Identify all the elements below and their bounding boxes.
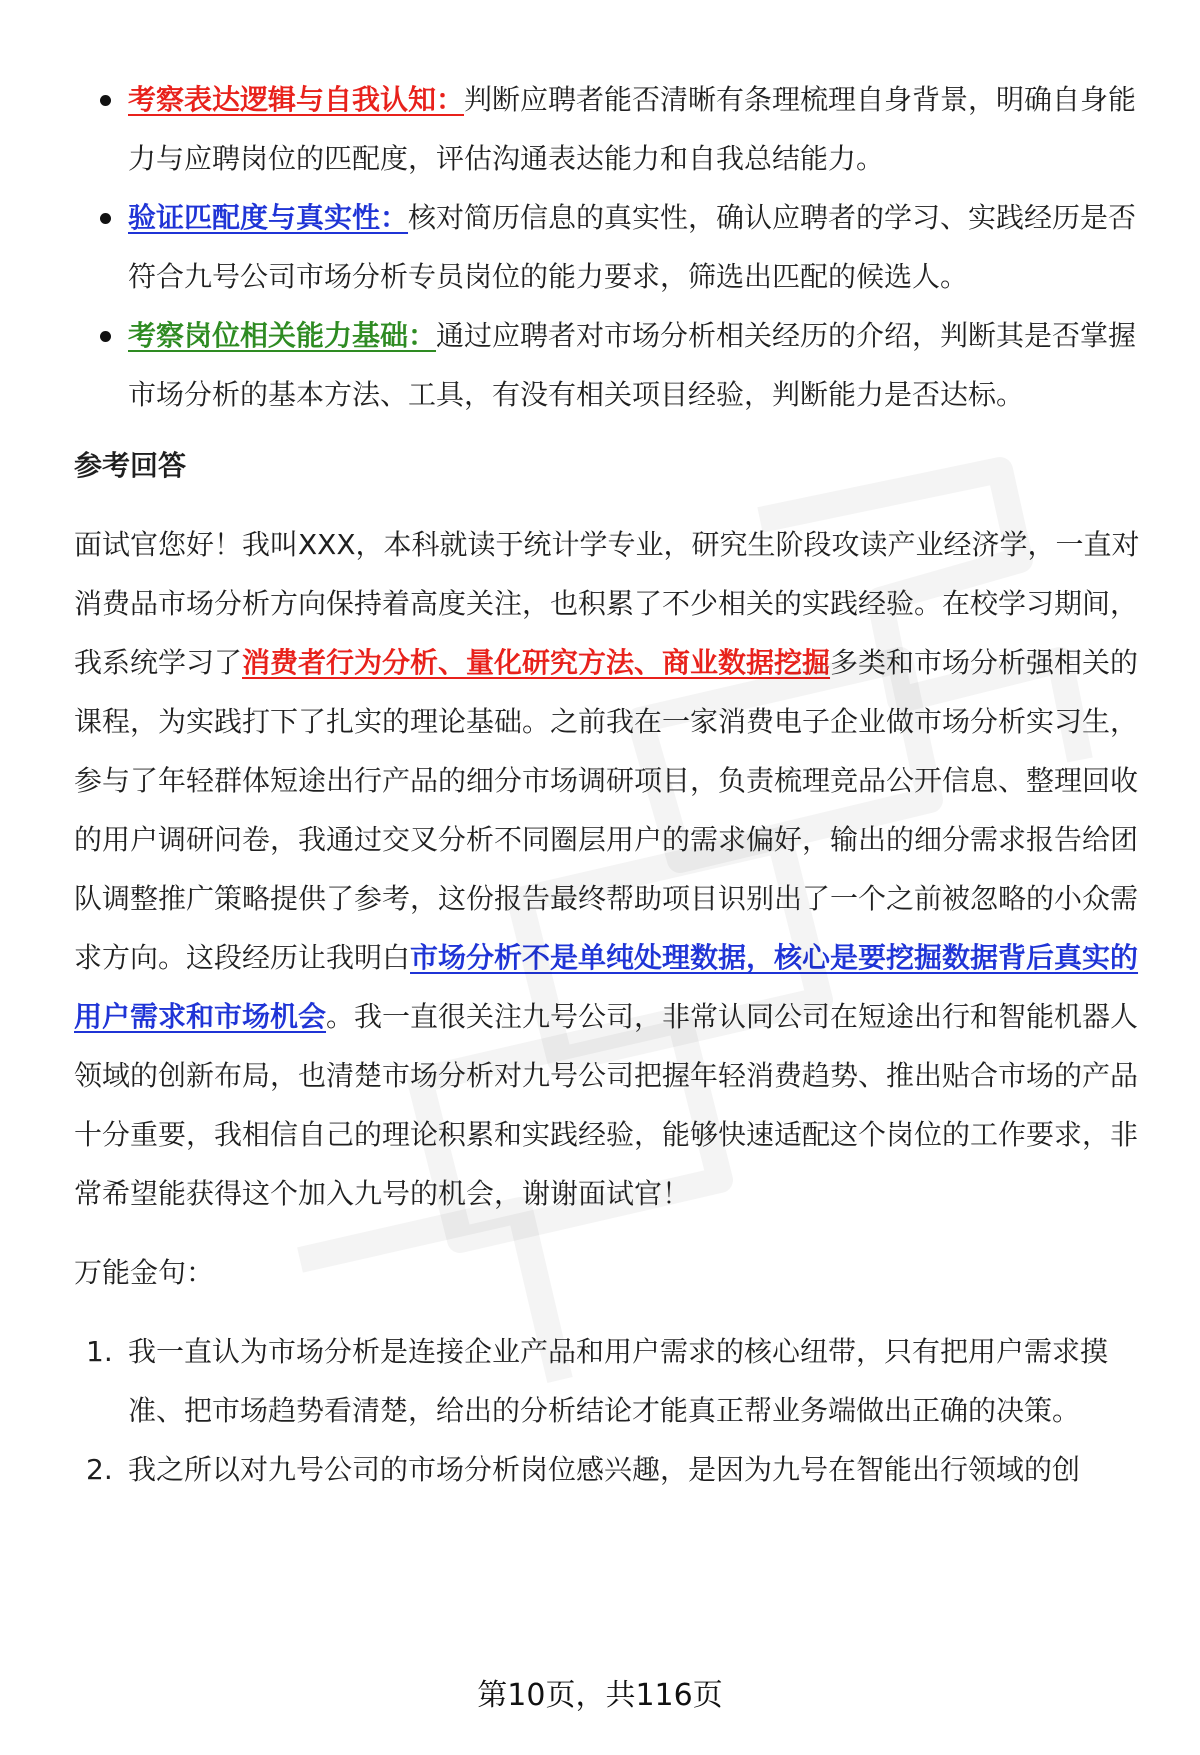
reference-answer-heading: 参考回答 [74,449,187,482]
answer-text-part-1: 面试官您好！我叫XXX，本科就读于统计学专业，研究生阶段攻读产业经济学，一直对消费品市场分析方向保持着高度关注，也积累了不少相关的实践经验。在校学习期间，我系统学习了 [74,528,1140,679]
bullet-text: 判断应聘者能否清晰有条理梳理自身背景，明确自身能力与应聘岗位的匹配度，评估沟通表达能力和自我总结能力。 [128,83,1137,175]
bullet-item-expression [74,70,1146,188]
golden-sentence-number: 1. [86,1335,113,1368]
answer-text-part-2: 多类和市场分析强相关的课程，为实践打下了扎实的理论基础。之前我在一家消费电子企业做市场分析实习生，参与了年轻群体短途出行产品的细分市场调研项目，负责梳理竞品公开信息、整理回收的用户调研问卷，我通过交叉分析不同圈层用户的需求偏好，输出的细分需求报告给团队调整推广策略提供了参考，这份报告最终帮助项目识别出了一个之前被忽略的小众需求方向。这段经历让我明白 [74,646,1139,974]
golden-sentences-list [74,1322,1146,1499]
golden-sentence-item [74,1440,1146,1499]
bullet-item-verification [74,188,1146,306]
golden-sentence-item [74,1322,1146,1440]
answer-highlight-courses: 消费者行为分析、量化研究方法、商业数据挖掘 [242,646,831,679]
golden-sentences-heading: 万能金句： [74,1256,215,1289]
golden-sentence-text: 我之所以对九号公司的市场分析岗位感兴趣，是因为九号在智能出行领域的创 [128,1453,1081,1486]
golden-sentence-number: 2. [86,1453,113,1486]
answer-highlight-insight: 市场分析不是单纯处理数据，核心是要挖掘数据背后真实的用户需求和市场机会 [74,941,1139,1033]
bullet-text: 通过应聘者对市场分析相关经历的介绍，判断其是否掌握市场分析的基本方法、工具，有没有相关项目经验，判断能力是否达标。 [128,319,1137,411]
bullet-item-ability [74,306,1146,424]
bullet-keyword: 验证匹配度与真实性： [128,201,409,234]
reference-answer-paragraph [74,515,1146,1223]
document-page [74,70,1146,1499]
bullet-text: 核对简历信息的真实性，确认应聘者的学习、实践经历是否符合九号公司市场分析专员岗位的能力要求，筛选出匹配的候选人。 [128,201,1137,293]
answer-text-part-3: 。我一直很关注九号公司，非常认同公司在短途出行和智能机器人领域的创新布局，也清楚市场分析对九号公司把握年轻消费趋势、推出贴合市场的产品十分重要，我相信自己的理论积累和实践经验，能够快速适配这个岗位的工作要求，非常希望能获得这个加入九号的机会，谢谢面试官！ [74,1000,1139,1210]
golden-sentence-text: 我一直认为市场分析是连接企业产品和用户需求的核心纽带，只有把用户需求摸准、把市场趋势看清楚，给出的分析结论才能真正帮业务端做出正确的决策。 [128,1335,1109,1427]
bullet-keyword: 考察岗位相关能力基础： [128,319,437,352]
assessment-bullet-list [74,70,1146,424]
page-number-footer: 第10页，共116页 [477,1678,723,1713]
bullet-keyword: 考察表达逻辑与自我认知： [128,83,465,116]
